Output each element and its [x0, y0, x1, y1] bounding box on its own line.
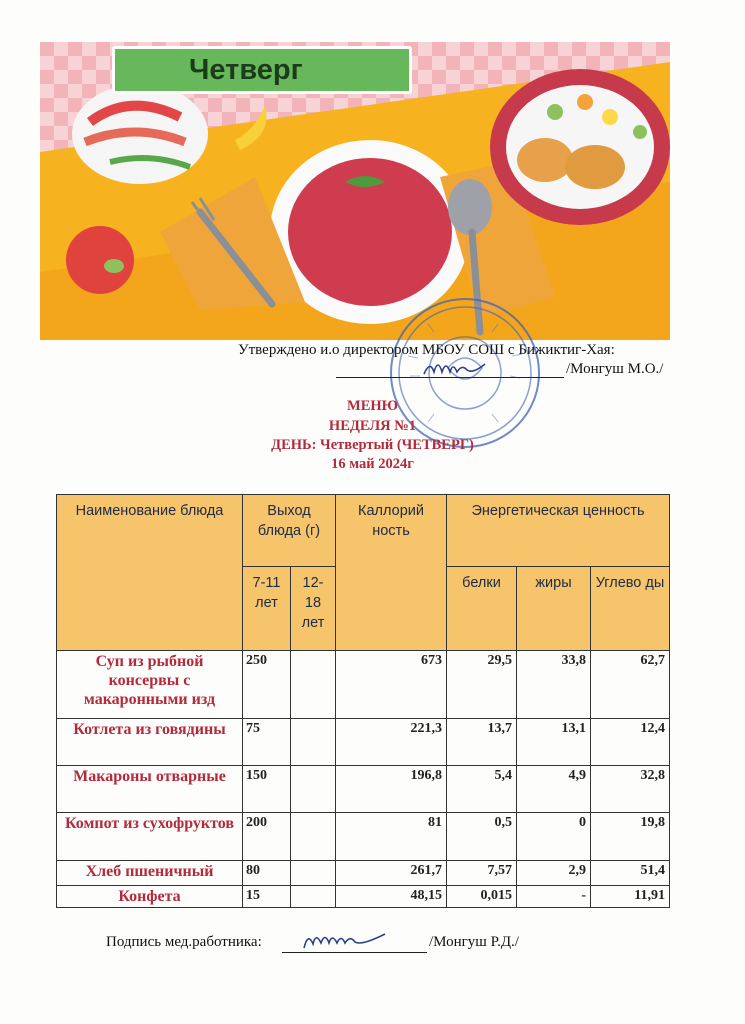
- calories-value: 221,3: [336, 719, 447, 766]
- med-worker-name: /Монгуш Р.Д./: [429, 934, 519, 950]
- week-number: НЕДЕЛЯ №1: [328, 418, 417, 434]
- calories-value: 81: [336, 813, 447, 861]
- proteins-value: 7,57: [447, 861, 517, 886]
- dish-name: Котлета из говядины: [57, 719, 243, 766]
- fats-value: 0: [517, 813, 591, 861]
- header-proteins: белки: [447, 567, 517, 651]
- carbs-value: 12,4: [591, 719, 670, 766]
- carbs-value: 62,7: [591, 651, 670, 719]
- proteins-value: 0,015: [447, 886, 517, 908]
- table-row: [57, 766, 670, 813]
- header-calories: Каллорий ность: [336, 495, 447, 651]
- output-12-18: [291, 886, 336, 908]
- calories-value: 261,7: [336, 861, 447, 886]
- proteins-value: 5,4: [447, 766, 517, 813]
- output-7-11: 75: [243, 719, 291, 766]
- calories-value: 196,8: [336, 766, 447, 813]
- output-7-11: 80: [243, 861, 291, 886]
- menu-date: 16 май 2024г: [331, 456, 414, 472]
- header-energy: Энергетическая ценность: [447, 495, 670, 567]
- dish-name: Конфета: [57, 886, 243, 908]
- header-carbs: Углево ды: [591, 567, 670, 651]
- dish-name: Макароны отварные: [57, 766, 243, 813]
- output-12-18: [291, 861, 336, 886]
- table-row: [57, 861, 670, 886]
- header-age-7-11: 7-11 лет: [243, 567, 291, 651]
- proteins-value: 0,5: [447, 813, 517, 861]
- output-7-11: 250: [243, 651, 291, 719]
- day-description: ДЕНЬ: Четвертый (ЧЕТВЕРГ): [271, 437, 474, 453]
- output-12-18: [291, 813, 336, 861]
- menu-table: [56, 494, 670, 908]
- director-name: /Монгуш М.О./: [566, 361, 664, 377]
- dish-name: Хлеб пшеничный: [57, 861, 243, 886]
- fats-value: 33,8: [517, 651, 591, 719]
- fats-value: 13,1: [517, 719, 591, 766]
- med-worker-label: Подпись мед.работника:: [106, 934, 262, 950]
- output-12-18: [291, 651, 336, 719]
- carbs-value: 19,8: [591, 813, 670, 861]
- carbs-value: 32,8: [591, 766, 670, 813]
- table-row: [57, 886, 670, 908]
- output-7-11: 200: [243, 813, 291, 861]
- table-row: [57, 651, 670, 719]
- header-dish: Наименование блюда: [57, 495, 243, 651]
- calories-value: 673: [336, 651, 447, 719]
- med-signature-icon: [300, 928, 392, 954]
- table-row: [57, 813, 670, 861]
- fats-value: -: [517, 886, 591, 908]
- proteins-value: 13,7: [447, 719, 517, 766]
- carbs-value: 11,91: [591, 886, 670, 908]
- fats-value: 4,9: [517, 766, 591, 813]
- director-signature-icon: [420, 356, 490, 380]
- day-label: Четверг: [112, 46, 412, 94]
- calories-value: 48,15: [336, 886, 447, 908]
- output-7-11: 150: [243, 766, 291, 813]
- output-12-18: [291, 766, 336, 813]
- header-output: Выход блюда (г): [243, 495, 336, 567]
- fats-value: 2,9: [517, 861, 591, 886]
- header-age-12-18: 12-18 лет: [291, 567, 336, 651]
- header-fats: жиры: [517, 567, 591, 651]
- table-row: [57, 719, 670, 766]
- carbs-value: 51,4: [591, 861, 670, 886]
- menu-title: МЕНЮ: [347, 398, 398, 414]
- proteins-value: 29,5: [447, 651, 517, 719]
- dish-name: Суп из рыбной консервы с макаронными изд: [57, 651, 243, 719]
- output-7-11: 15: [243, 886, 291, 908]
- approval-text: Утверждено и.о директором МБОУ СОШ с Бижиктиг-Хая:: [238, 342, 615, 358]
- dish-name: Компот из сухофруктов: [57, 813, 243, 861]
- output-12-18: [291, 719, 336, 766]
